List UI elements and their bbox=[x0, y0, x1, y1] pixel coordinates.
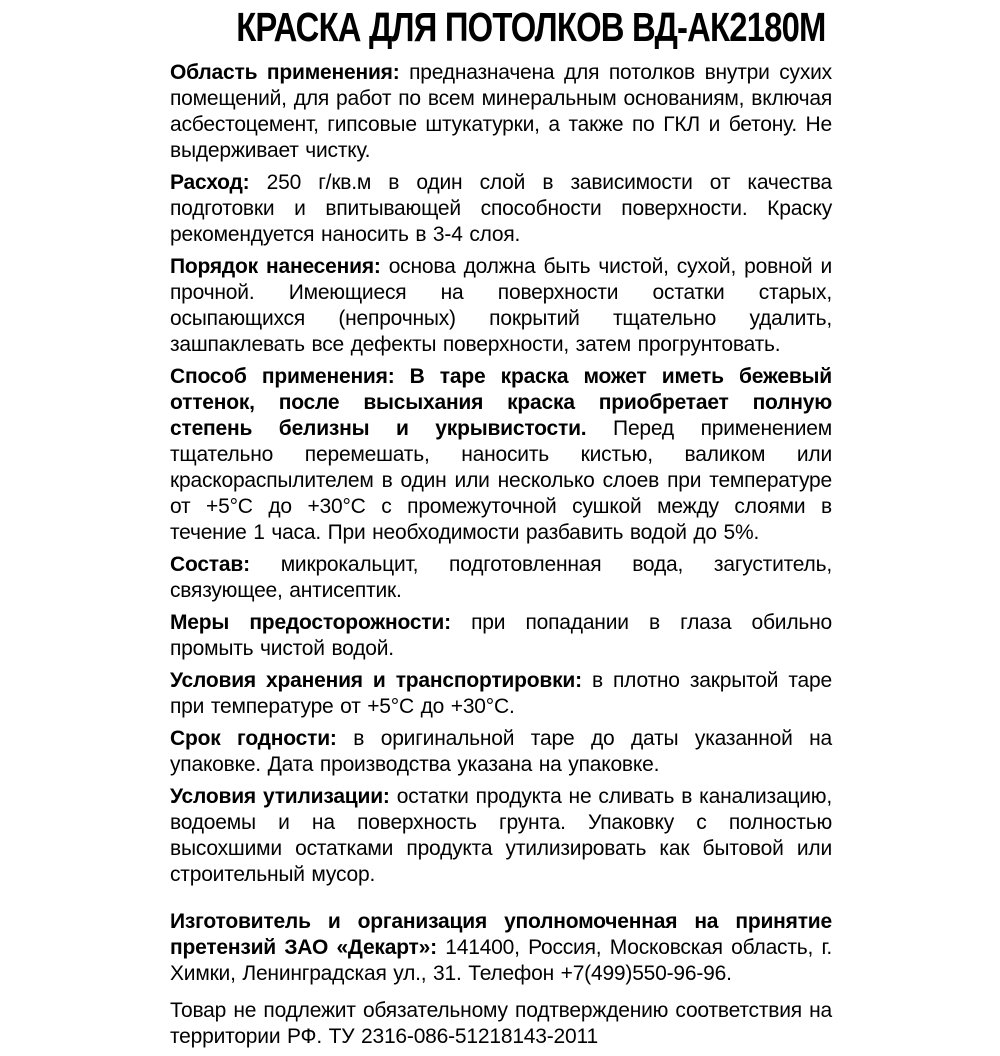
section-consumption bbox=[170, 170, 832, 248]
section-composition-text: микрокальцит, подготовленная вода, загуститель, связующее, антисептик. bbox=[170, 553, 832, 602]
section-application bbox=[170, 60, 832, 164]
section-storage-label: Условия хранения и транспортировки: bbox=[170, 669, 582, 692]
section-storage-text: в плотно закрытой таре при температуре от +5°С до +30°С. bbox=[170, 669, 832, 718]
section-application-order-text: основа должна быть чистой, сухой, ровной и прочной. Имеющиеся на поверхности остатки старых, осыпающихся (непрочных) покрытий тщательно удалить, зашпаклевать все дефекты поверхности, затем прогрунтовать. bbox=[170, 255, 832, 356]
section-application-text: предназначена для потолков внутри сухих помещений, для работ по всем минеральным основаниям, включая асбестоцемент, гипсовые штукатурки, а также по ГКЛ и бетону. Не выдерживает чистку. bbox=[170, 61, 832, 162]
section-composition-label: Состав: bbox=[170, 553, 250, 576]
section-disposal-text: остатки продукта не сливать в канализацию, водоемы и на поверхность грунта. Упаковку с полностью высохшими остатками продукта утилизировать как бытовой или строительный мусор. bbox=[170, 785, 832, 886]
section-shelf-life-label: Срок годности: bbox=[170, 727, 337, 750]
footer-note: Товар не подлежит обязательному подтверждению соответствия на территории РФ. ТУ 2316-086-51218143-2011 bbox=[170, 999, 832, 1048]
label-page bbox=[170, 4, 832, 1056]
manufacturer-text: 141400, Россия, Московская область, г. Химки, Ленинградская ул., 31. Телефон +7(499)550-96-96. bbox=[170, 936, 832, 985]
section-precautions bbox=[170, 610, 832, 662]
section-disposal bbox=[170, 784, 832, 888]
page-title: КРАСКА ДЛЯ ПОТОЛКОВ ВД-АК2180М bbox=[236, 4, 826, 50]
section-composition bbox=[170, 552, 832, 604]
section-usage-method-label: Способ применения: В таре краска может иметь бежевый оттенок, после высыхания краска приобретает полную степень белизны и укрывистости. bbox=[170, 365, 832, 440]
section-application-order bbox=[170, 254, 832, 358]
section-precautions-text: при попадании в глаза обильно промыть чистой водой. bbox=[170, 611, 833, 660]
section-consumption-label: Расход: bbox=[170, 171, 250, 194]
manufacturer-label: Изготовитель и организация уполномоченная на принятие претензий ЗАО «Декарт»: bbox=[170, 910, 832, 959]
section-storage bbox=[170, 668, 832, 720]
section-disposal-label: Условия утилизации: bbox=[170, 785, 390, 808]
section-shelf-life bbox=[170, 726, 832, 778]
section-consumption-text: 250 г/кв.м в один слой в зависимости от качества подготовки и впитывающей способности поверхности. Краску рекомендуется наносить в 3-4 слоя. bbox=[170, 171, 832, 246]
section-usage-method-text: Перед применением тщательно перемешать, наносить кистью, валиком или краскораспылителем в один или несколько слоев при температуре от +5°С до +30°С с промежуточной сушкой между слоями в течение 1 часа. При необходимости разбавить водой до 5%. bbox=[170, 417, 832, 544]
section-application-order-label: Порядок нанесения: bbox=[170, 255, 381, 278]
section-application-label: Область применения: bbox=[170, 61, 400, 84]
manufacturer-block bbox=[170, 909, 832, 987]
section-precautions-label: Меры предосторожности: bbox=[170, 611, 451, 634]
section-shelf-life-text: в оригинальной таре до даты указанной на упаковке. Дата производства указана на упаковке. bbox=[170, 727, 833, 776]
section-usage-method bbox=[170, 364, 832, 546]
